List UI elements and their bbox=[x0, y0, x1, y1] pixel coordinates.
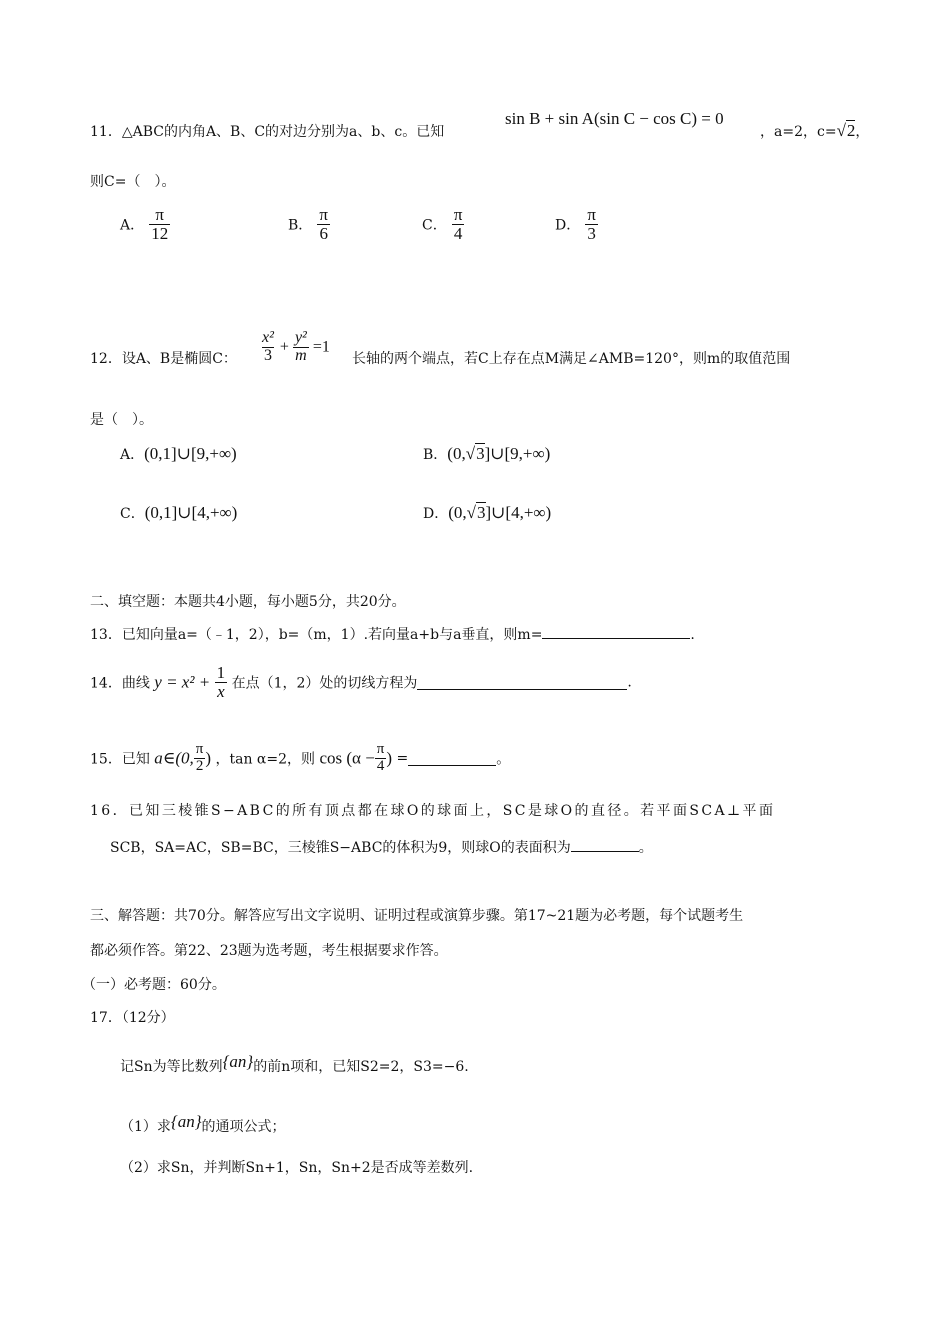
q11-option-b: B． $\frac{\pi}{6}$ bbox=[288, 205, 328, 243]
section3-sub: （一）必考题：60分。 bbox=[82, 977, 226, 993]
q16-line1: 16．已知三棱锥S−ABC的所有顶点都在球O的球面上，SC是球O的直径。若平面SCA⊥平面 bbox=[90, 803, 776, 819]
q16-answer-blank bbox=[571, 837, 639, 852]
q12-stem-a: 12．设A、B是椭圆C： bbox=[90, 351, 237, 367]
q17-part2: （2）求Sn，并判断Sn+1，Sn，Sn+2是否成等差数列. bbox=[120, 1160, 474, 1176]
section3-line1: 三、解答题：共70分。解答应写出文字说明、证明过程或演算步骤。第17~21题为必考题，每个试题考生 bbox=[90, 908, 744, 924]
q17-part1: （1）求{an}的通项公式； bbox=[120, 1112, 286, 1135]
q11-formula: sin B + sin A(sin C − cos C) = 0 bbox=[505, 109, 724, 128]
section2-heading: 二、填空题：本题共4小题，每小题5分，共20分。 bbox=[90, 594, 406, 610]
q12-stem-b: 长轴的两个端点，若C上存在点M满足∠AMB=120°，则m的取值范围 bbox=[352, 351, 791, 367]
q13: 13．已知向量a=（﹣1，2），b=（m，1）.若向量a+b与a垂直，则m= . bbox=[90, 624, 695, 644]
q15-answer-blank bbox=[408, 751, 496, 766]
q17-head: 17．（12分） bbox=[90, 1010, 175, 1026]
q11-stem: 11．△ABC的内角A、B、C的对边分别为a、b、c。已知 bbox=[90, 124, 445, 140]
q12-ellipse-equation: $\frac{\text{x²}}{3}$ + $\frac{\text{y²}}{m}$ =1 bbox=[262, 329, 330, 364]
q14-answer-blank bbox=[417, 675, 627, 690]
q11-sqrt: 2 bbox=[846, 121, 856, 140]
q12-option-a: A．(0,1]∪[9,+∞) bbox=[120, 444, 237, 463]
q14: 14．曲线 y = x² + $\frac{1}{x}$ 在点（1，2）处的切线方程为 . bbox=[90, 663, 632, 701]
q11-option-a: A． $\frac{\pi}{12}$ bbox=[120, 205, 169, 243]
q16-line2: SCB，SA=AC，SB=BC，三棱锥S−ABC的体积为9，则球O的表面积为 。 bbox=[110, 837, 653, 857]
q11-option-d: D． $\frac{\pi}{3}$ bbox=[555, 205, 596, 243]
q11-option-c: C． $\frac{\pi}{4}$ bbox=[422, 205, 463, 243]
q12-option-d: D．(0,√3]∪[4,+∞) bbox=[423, 503, 552, 522]
q11-line2: 则C=（ ）。 bbox=[90, 174, 176, 190]
q12-line2: 是（ ）。 bbox=[90, 412, 153, 428]
q12-option-c: C．(0,1]∪[4,+∞) bbox=[120, 503, 238, 522]
q15: 15．已知 a∈(0, $\frac{\pi}{2}$ ) ，tan α=2，则 cos (α − $\frac{\pi}{4}$ ) = 。 bbox=[90, 741, 511, 774]
q17-stem: 记Sn为等比数列{an}的前n项和，已知S2=2，S3=−6. bbox=[120, 1052, 469, 1075]
q11-given: ，a=2，c=√2， bbox=[760, 121, 870, 140]
q13-answer-blank bbox=[542, 624, 690, 639]
q12-option-b: B．(0,√3]∪[9,+∞) bbox=[423, 444, 551, 463]
section3-line2: 都必须作答。第22、23题为选考题，考生根据要求作答。 bbox=[90, 943, 448, 959]
